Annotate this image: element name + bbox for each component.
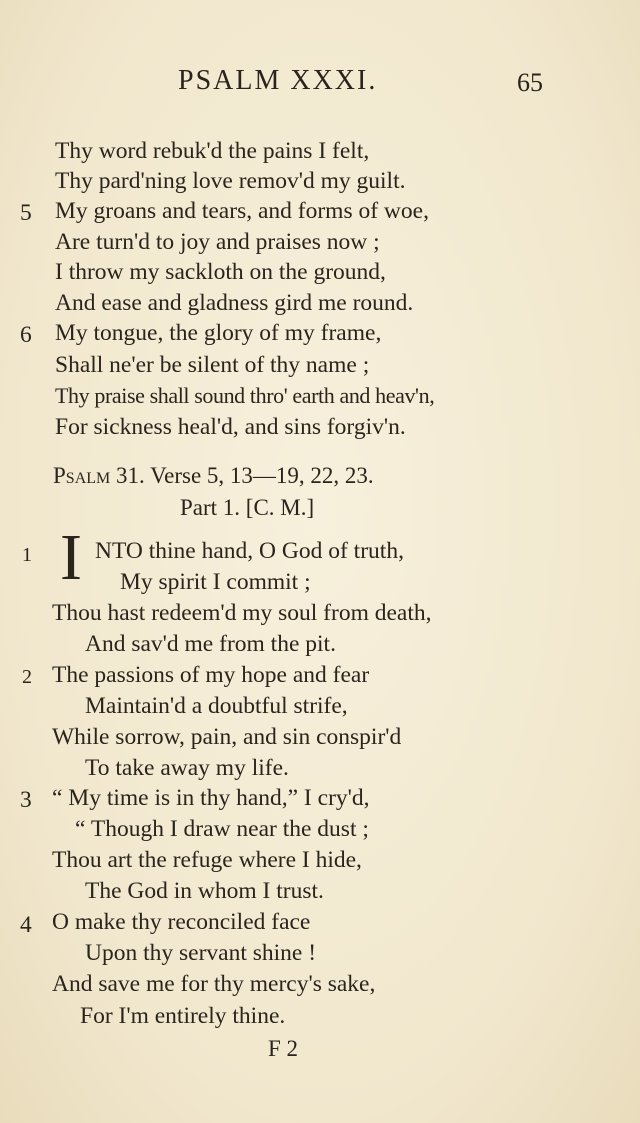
hymn-line: Thou hast redeem'd my soul from death, <box>52 600 432 626</box>
hymn-line: To take away my life. <box>85 755 289 781</box>
hymn-line: Shall ne'er be silent of thy name ; <box>55 352 370 378</box>
hymn-line: “ Though I draw near the dust ; <box>75 816 369 842</box>
hymn-line: My groans and tears, and forms of woe, <box>55 198 429 224</box>
verse-number: 2 <box>22 666 32 688</box>
verse-number: 6 <box>20 322 32 348</box>
verse-number: 5 <box>20 200 32 226</box>
hymn-line: Thy praise shall sound thro' earth and heav'n, <box>55 383 435 408</box>
hymn-line: O make thy reconciled face <box>52 909 311 935</box>
drop-cap: I <box>60 521 82 594</box>
hymn-line: For sickness heal'd, and sins forgiv'n. <box>55 414 406 440</box>
verse-number: 1 <box>22 544 32 566</box>
part-heading: Part 1. [C. M.] <box>180 495 315 520</box>
hymn-line: Maintain'd a doubtful strife, <box>85 693 348 719</box>
hymn-line: And sav'd me from the pit. <box>85 631 336 657</box>
hymn-line: While sorrow, pain, and sin conspir'd <box>52 724 402 750</box>
hymn-line: Upon thy servant shine ! <box>85 940 317 966</box>
hymn-line: The passions of my hope and fear <box>52 662 370 688</box>
hymn-line: The God in whom I trust. <box>85 878 324 904</box>
hymn-line: I throw my sackloth on the ground, <box>55 259 386 285</box>
hymn-line: “ My time is in thy hand,” I cry'd, <box>52 785 370 811</box>
hymn-line: And save me for thy mercy's sake, <box>52 971 376 997</box>
psalm-word: Psalm <box>53 463 111 488</box>
running-head: PSALM XXXI. <box>178 65 378 96</box>
verse-number: 4 <box>20 912 32 938</box>
hymn-line: And ease and gladness gird me round. <box>55 290 414 316</box>
hymn-line: Thy word rebuk'd the pains I felt, <box>55 138 370 164</box>
hymn-line: Are turn'd to joy and praises now ; <box>55 229 380 255</box>
page-number: 65 <box>517 68 543 97</box>
verse-number: 3 <box>20 787 32 813</box>
hymn-line: Thy pard'ning love remov'd my guilt. <box>55 168 406 194</box>
hymn-line: NTO thine hand, O God of truth, <box>95 538 404 564</box>
psalm-heading <box>53 461 374 491</box>
hymn-line: My spirit I commit ; <box>120 569 311 595</box>
hymn-line: For I'm entirely thine. <box>80 1003 286 1029</box>
hymn-line: Thou art the refuge where I hide, <box>52 847 362 873</box>
psalm-reference: 31. Verse 5, 13—19, 22, 23. <box>116 463 374 488</box>
hymn-line: My tongue, the glory of my frame, <box>55 320 382 346</box>
signature-mark: F 2 <box>268 1036 299 1061</box>
